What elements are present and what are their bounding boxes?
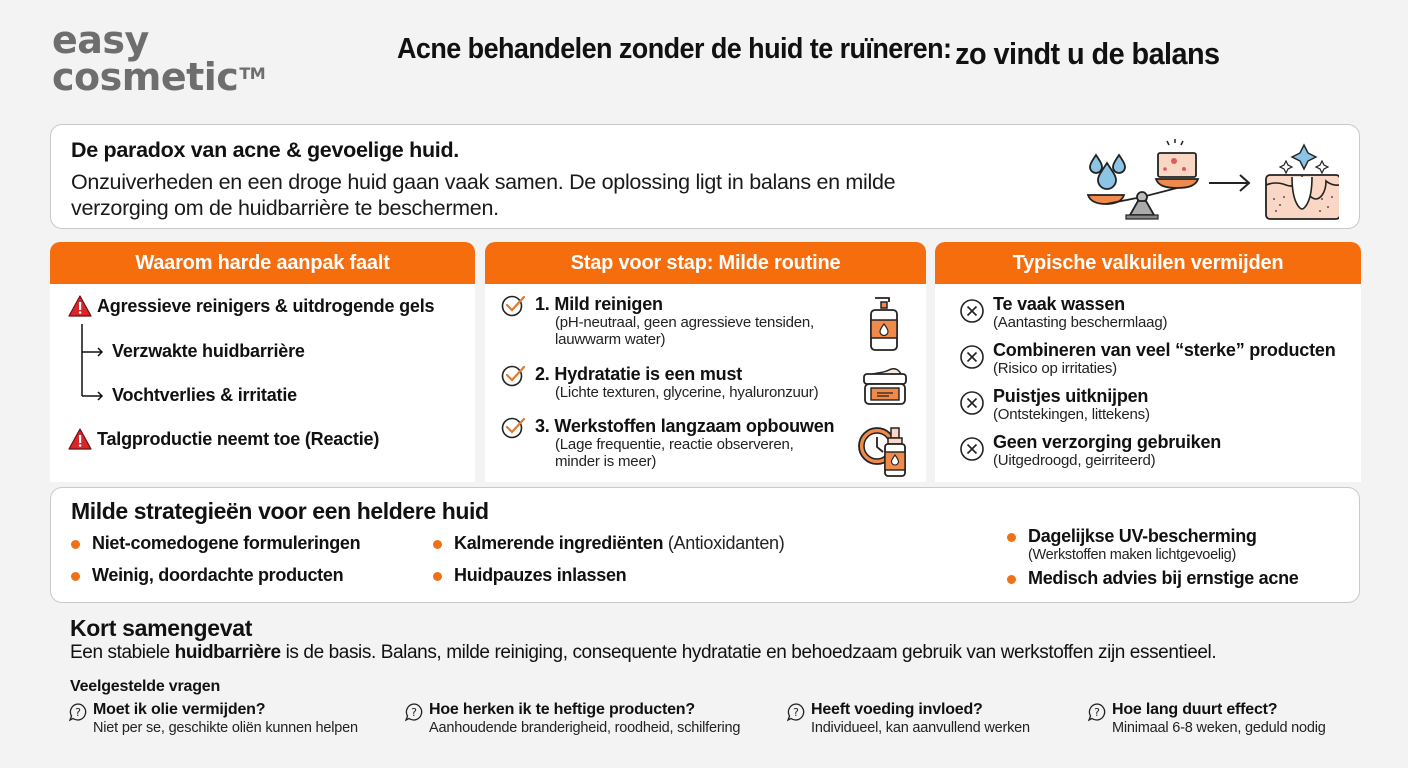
routine-heading: Stap voor stap: Milde routine [485,242,926,284]
bullet-dot-icon [71,540,80,549]
summary-text: Een stabiele huidbarrière is de basis. Balans, milde reiniging, consequente hydratatie en behoedzaam gebruik van werkstoffen zijn essentieel. [70,642,1217,663]
pump-bottle-icon [867,294,901,352]
summary-section [70,615,252,642]
page-title [397,30,1220,71]
clock-serum-icon [857,422,911,478]
strategies-heading: Milde strategieën voor een heldere huid [71,498,489,524]
arrow-branch-icon [80,324,106,404]
warning-icon [68,295,92,317]
faq-heading: Veelgestelde vragen [70,678,221,695]
routine-card [485,242,926,482]
step-1-detail: (pH-neutraal, geen agressieve tensiden, lauwwarm water) [555,314,815,348]
intro-card [50,124,1360,229]
check-circle-icon [501,416,527,440]
strategy-item: Medisch advies bij ernstige acne [1007,568,1299,589]
step-3-detail: (Lage frequentie, reactie observeren, minder is meer) [555,436,794,470]
strategy-item: Huidpauzes inlassen [433,565,626,586]
svg-text:?: ? [793,706,799,719]
x-circle-icon [959,298,985,324]
x-circle-icon [959,344,985,370]
pitfall-1-title: Te vaak wassen [993,294,1125,314]
balance-illustration-icon [1064,133,1339,223]
why-item-4: Talgproductie neemt toe (Reactie) [97,429,380,449]
faq-item[interactable]: ? Hoe lang duurt effect? Minimaal 6-8 weken, geduld nodig [1087,701,1326,737]
brand-logo [52,18,266,99]
why-fails-heading: Waarom harde aanpak faalt [50,242,475,284]
strategy-item: Niet-comedogene formuleringen [71,533,360,554]
bullet-dot-icon [1007,533,1016,542]
bullet-dot-icon [433,572,442,581]
logo-line1: easy [52,18,149,62]
pitfalls-heading: Typische valkuilen vermijden [935,242,1361,284]
cream-jar-icon [861,362,909,406]
question-bubble-icon [68,702,88,722]
step-2-detail: (Lichte texturen, glycerine, hyaluronzuur) [555,384,819,401]
x-circle-icon [959,436,985,462]
pitfalls-card [935,242,1361,482]
check-circle-icon [501,294,527,318]
warning-icon [68,428,92,450]
summary-heading: Kort samengevat [70,615,253,641]
pitfall-4-detail: (Uitgedroogd, geirriteerd) [993,452,1156,469]
bullet-dot-icon [71,572,80,581]
question-bubble-icon [786,702,806,722]
svg-text:?: ? [411,706,417,719]
intro-body: Onzuiverheden en een droge huid gaan vaak samen. De oplossing ligt in balans en milde verzorging om de huidbarrière te beschermen. [71,170,896,220]
logo-line2: cosmetic [52,55,239,99]
question-bubble-icon [1087,702,1107,722]
pitfall-3-title: Puistjes uitknijpen [993,386,1149,406]
strategy-item: Weinig, doordachte producten [71,565,343,586]
intro-heading: De paradox van acne & gevoelige huid. [71,138,459,162]
strategy-item: Dagelijkse UV-bescherming (Werkstoffen maken lichtgevoelig) [1007,526,1257,563]
why-item-2: Verzwakte huidbarrière [112,341,305,361]
x-circle-icon [959,390,985,416]
why-item-3: Vochtverlies & irritatie [112,385,297,405]
title-part2: zo vindt u de balans [955,36,1220,71]
strategies-card [50,487,1360,603]
faq-item[interactable]: ? Heeft voeding invloed? Individueel, kan aanvullend werken [786,701,1030,737]
svg-text:?: ? [75,706,81,719]
title-part1: Acne behandelen zonder de huid te ruïneren: [397,33,952,65]
step-2-title: 2. Hydratatie is een must [535,364,743,384]
pitfall-2-detail: (Risico op irritaties) [993,360,1117,377]
bullet-dot-icon [433,540,442,549]
faq-item[interactable]: ? Moet ik olie vermijden? Niet per se, geschikte oliën kunnen helpen [68,701,358,737]
strategy-item: Kalmerende ingrediënten (Antioxidanten) [433,533,784,554]
pitfall-4-title: Geen verzorging gebruiken [993,432,1222,452]
pitfall-3-detail: (Ontstekingen, littekens) [993,406,1150,423]
pitfall-2-title: Combineren van veel “sterke” producten [993,340,1336,360]
trademark: TM [239,64,266,83]
svg-text:?: ? [1094,706,1100,719]
why-item-1: Agressieve reinigers & uitdrogende gels [97,296,435,316]
pitfall-1-detail: (Aantasting beschermlaag) [993,314,1168,331]
step-1-title: 1. Mild reinigen [535,294,663,314]
faq-item[interactable]: ? Hoe herken ik te heftige producten? Aanhoudende branderigheid, roodheid, schilfering [404,701,740,737]
step-3-title: 3. Werkstoffen langzaam opbouwen [535,416,835,436]
bullet-dot-icon [1007,575,1016,584]
why-fails-card [50,242,475,482]
question-bubble-icon [404,702,424,722]
check-circle-icon [501,364,527,388]
